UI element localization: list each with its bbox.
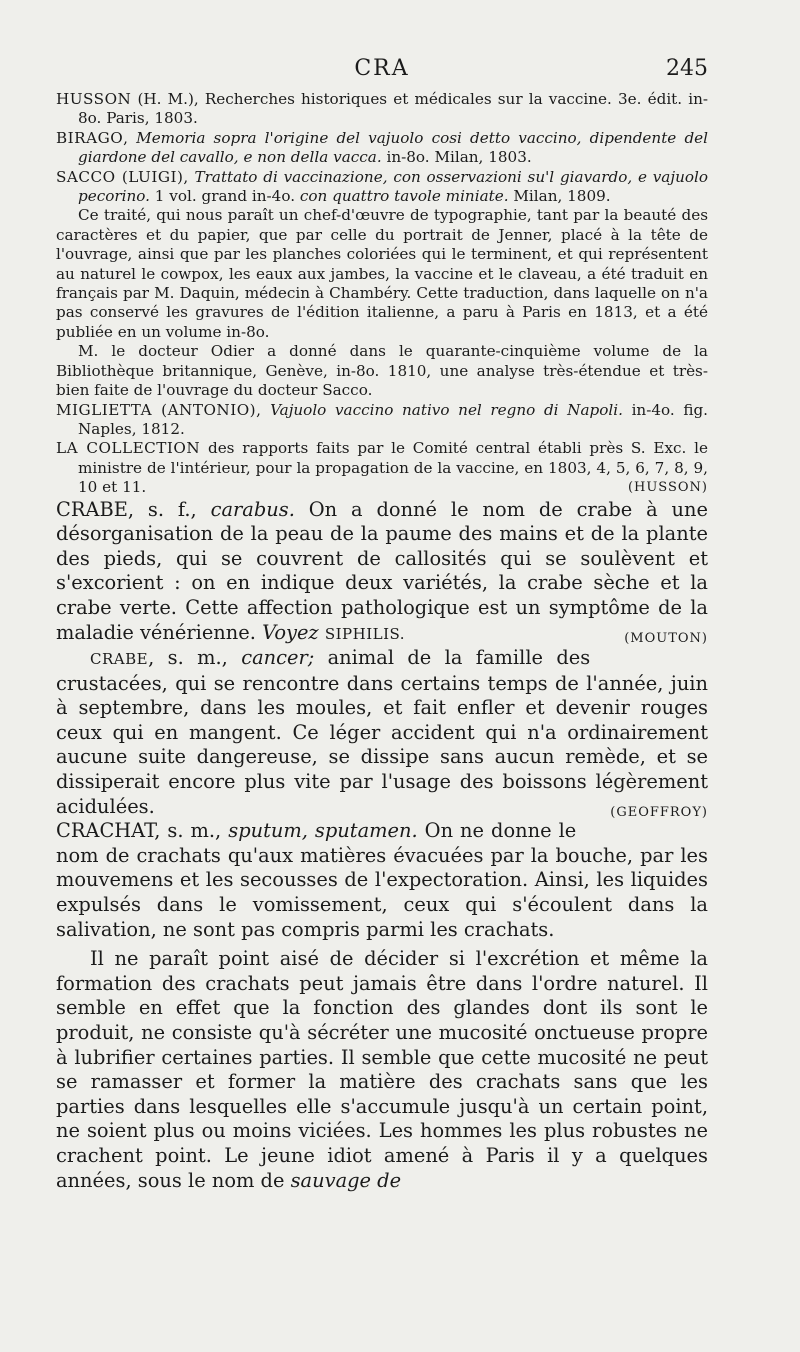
bibliography-block [56,90,708,498]
author-signature: (MOUTON) [624,630,708,646]
entry-crachat-paragraph-2 [56,947,708,1193]
bib-entry-birago: BIRAGO, Memoria sopra l'origine del vajuolo cosi detto vaccino, dipendente del giardone del cavallo, e non della vacca. in-8o. Milan, 1803. [56,128,709,167]
bib-author: SACCO (LUIGI), [56,167,189,186]
grammar: , s. f., [127,497,197,521]
bib-rest: Milan, 1809. [513,187,611,206]
entry-crachat [56,819,708,942]
author-signature: (GEOFFROY) [610,804,708,820]
bib-entry-husson [56,90,708,129]
bib-rest: in-8o. Milan, 1803. [386,148,532,167]
bib-title: Trattato di vaccinazione, con osservazioni su'l giavardo, e vajuolo pecorino. [78,167,708,206]
latin-term: carabus. [210,497,295,521]
dictionary-entries [56,498,708,1194]
running-head: CRA [354,56,410,81]
bib-title: Memoria sopra l'origine del vajuolo cosi detto vaccino, dipendente del giardone del cavallo, e non della vacca. [78,128,709,167]
headword: CRABE [90,650,149,669]
voyez: Voyez [262,620,319,644]
entry-crabe-f [56,498,708,647]
entry-crabe-m [56,646,708,819]
headword: CRACHAT [56,819,155,843]
bib-author: MIGLIETTA (ANTONIO), [56,400,262,419]
paragraph-text: Il ne paraît point aisé de décider si l'excrétion et même la formation des crachats peut jamais être dans l'ordre naturel. Il semble en effet que la fonction des glandes dont ils sont le produit, ne consiste qu'à sécréter une mucosité onctueuse propre à lubrifier certaines parties. Il semble que cette mucosité ne peut se ramasser et former la matière des crachats sans que les parties dans lesquelles elle s'accumule jusqu'à un certain point, ne soient plus ou moins viciées. Les hommes les plus robustes ne crachent point. Le jeune idiot amené à Paris il y a quelques années, sous le nom de [56,947,708,1192]
bib-author: HUSSON [56,90,132,108]
bib-entry-sacco [56,168,708,207]
collection-lead: LA COLLECTION [56,439,201,458]
paragraph-tail: sauvage de [290,1168,402,1192]
bib-entry-collection [56,439,708,497]
bib-rest: in-4o. fig. Naples, 1812. [78,400,709,438]
cross-reference: SIPHILIS. [324,624,406,643]
bib-format: 1 vol. grand in-4o. [154,187,296,206]
definition: On ne donne le nom de crachats qu'aux matières évacuées par la bouche, par les mouvemens et les secousses de l'expectoration. Ainsi, les liquides expulsés dans le vomissement, ceux qui s'écoulent dans la salivation, ne sont pas compris parmi les crachats. [56,819,708,941]
grammar: , s. m., [148,646,228,670]
latin-term: sputum, sputamen. [228,819,418,843]
sacco-note-2: M. le docteur Odier a donné dans le quarante-cinquième volume de la Bibliothèque britannique, Genève, in-8o. 1810, une analyse très-étendue et très-bien faite de l'ouvrage du docteur Sacco. [56,342,708,400]
definition: animal de la famille des crustacées, qui se rencontre dans certains temps de l'année, juin à septembre, dans les moules, et fait enfler et devenir rouges ceux qui en mangent. Ce léger accident qui n'a ordinairement aucune suite dangereuse, se dissipe sans aucun remède, et se dissiperait encore plus vite par l'usage des boissons légèrement acidulées. [56,646,708,818]
grammar: , s. m., [154,819,222,843]
headword: CRABE [56,497,128,521]
bib-rest: (H. M.), Recherches historiques et médicales sur la vaccine. 3e. édit. in-8o. Paris, 1803. [78,90,709,128]
definition: On a donné le nom de crabe à une désorganisation de la peau de la paume des mains et de la plante des pieds, qui se couvrent de callosités qui se soulèvent et s'excorient : on en indique deux variétés, la crabe sèche et la crabe verte. Cette affection pathologique est un symptôme de la maladie vénérienne. [56,497,709,644]
sacco-note-1: Ce traité, qui nous paraît un chef-d'œuvre de typographie, tant par la beauté des caractères et du papier, que par celle du portrait de Jenner, placé à la tête de l'ouvrage, ainsi que par les planches coloriées qui le terminent, et qui représentent au naturel le cowpox, les eaux aux jambes, la vaccine et le claveau, a été traduit en français par M. Daquin, médecin à Chambéry. Cette traduction, dans laquelle on n'a pas conservé les gravures de l'édition italienne, a paru à Paris en 1813, et a été publiée en un volume in-8o. [56,206,708,341]
bib-entry-miglietta [56,401,708,440]
author-signature: (HUSSON) [627,480,708,496]
page-text [56,90,708,1193]
bib-title-2: con quattro tavole miniate. [299,187,509,206]
bib-title: Vajuolo vaccino nativo nel regno di Napoli. [270,400,623,419]
collection-text: des rapports faits par le Comité central établi près S. Exc. le ministre de l'intérieur, pour la propagation de la vaccine, en 1803, 4, 5, 6, 7, 8, 9, 10 et 11. [78,439,709,497]
page-number: 245 [666,56,708,81]
bib-author: BIRAGO [56,128,124,147]
latin-term: cancer; [241,646,315,670]
page-header [56,56,708,88]
